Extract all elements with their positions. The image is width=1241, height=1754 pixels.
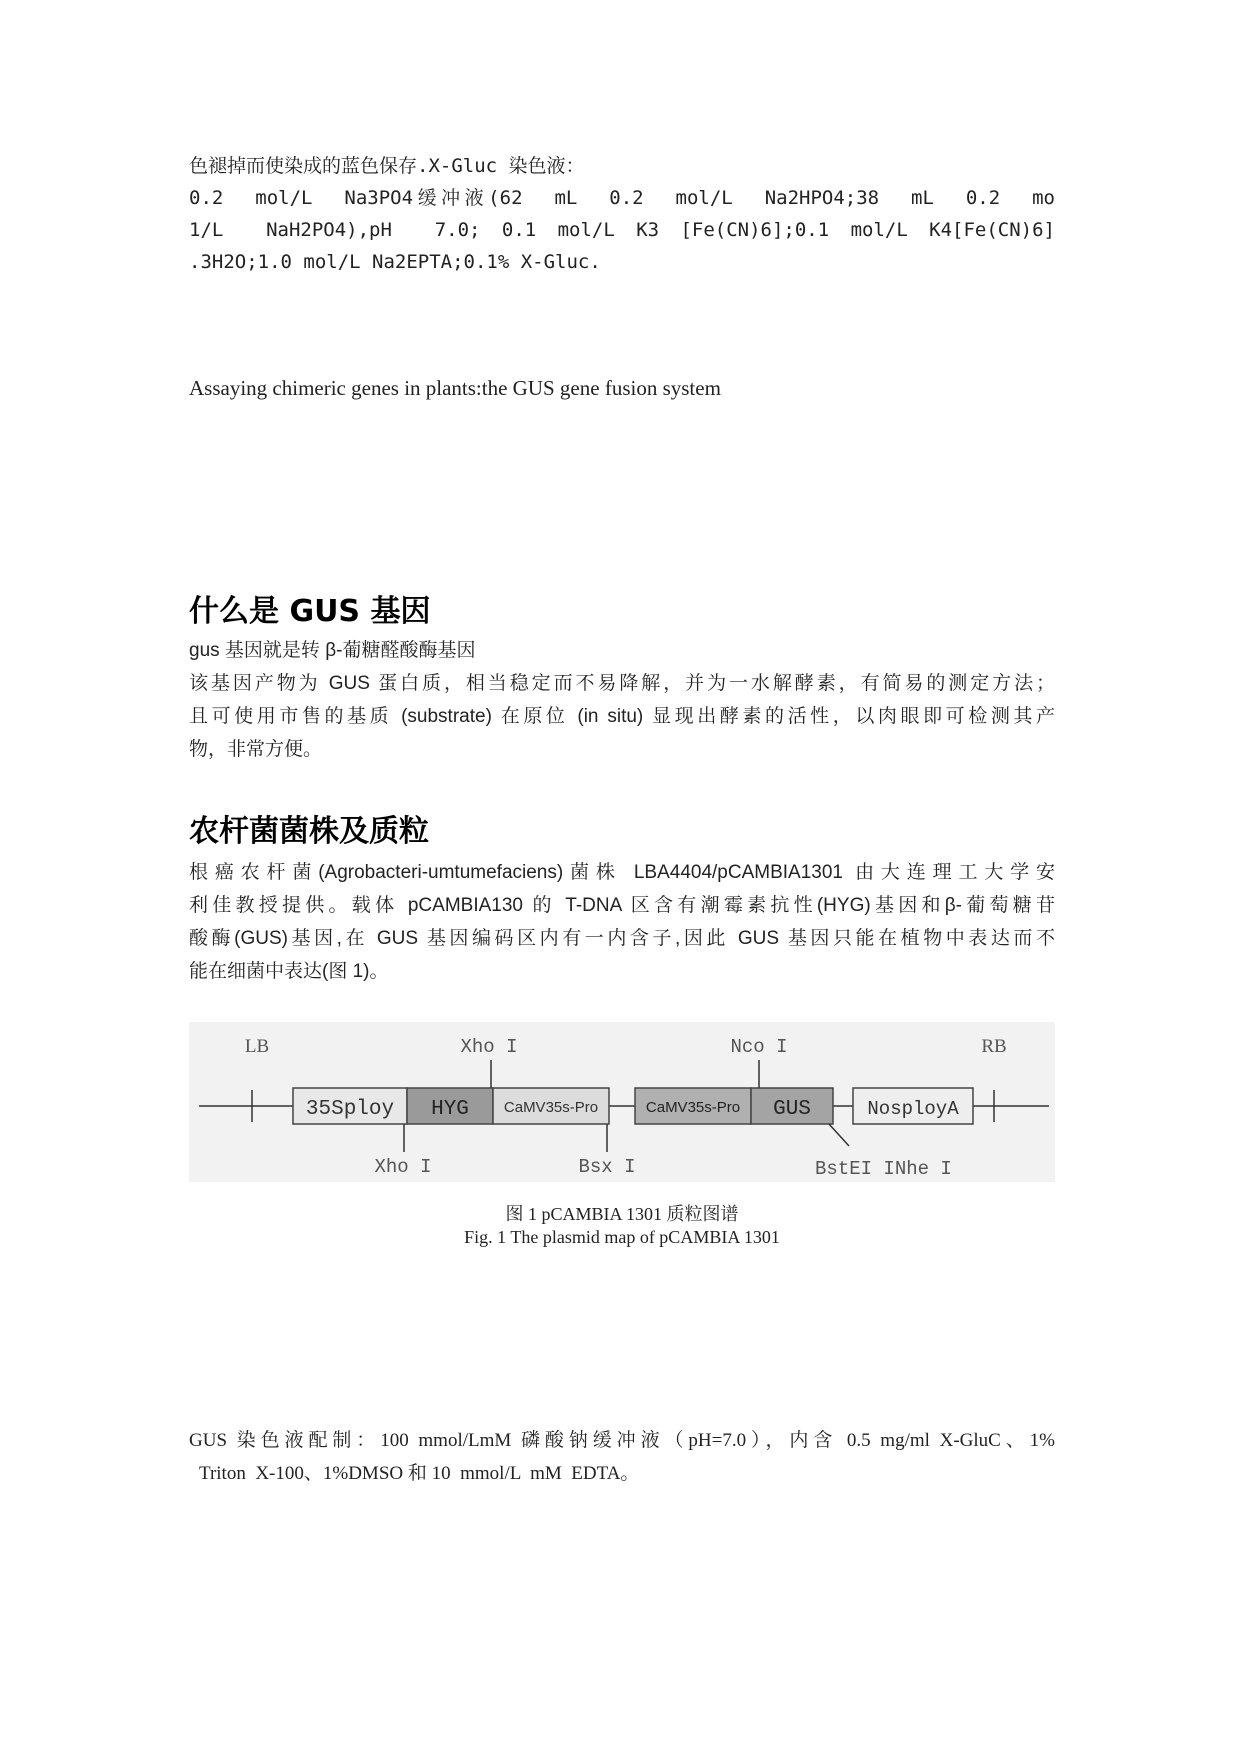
- label-xho-top: Xho I: [460, 1036, 518, 1058]
- strain-line-3: 酸酶(GUS)基因,在 GUS 基因编码区内有一内含子,因此 GUS 基因只能在植物中表达而不: [189, 928, 1055, 949]
- label-bste-nhe: BstEI INhe I: [815, 1158, 952, 1180]
- xgluc-line-3: 1/L NaH2PO4),pH 7.0; 0.1 mol/L K3 [Fe(CN)6];0.1 mol/L K4[Fe(CN)6]: [189, 219, 1055, 241]
- box-label-gus: GUS: [773, 1098, 811, 1121]
- box-label-35sploy: 35Sploy: [305, 1098, 395, 1121]
- xgluc-line-2: 0.2 mol/L Na3PO4缓冲液(62 mL 0.2 mol/L Na2HPO4;38 mL 0.2 mo: [189, 187, 1055, 209]
- box-label-camv2: CaMV35s-Pro: [645, 1099, 741, 1116]
- strain-line-2: 利佳教授提供。载体 pCAMBIA130 的 T-DNA 区含有潮霉素抗性(HYG)基因和β-葡萄糖苷: [189, 895, 1055, 916]
- figure-caption-cn: 图 1 pCAMBIA 1301 质粒图谱: [505, 1204, 739, 1224]
- gus-line-3: 且可使用市售的基质 (substrate) 在原位 (in situ) 显现出酵素的活性，以肉眼即可检测其产: [189, 706, 1055, 727]
- gus-line-1: gus 基因就是转 β-葡糖醛酸酶基因: [189, 640, 476, 661]
- box-label-nosploya: NosployA: [867, 1098, 959, 1120]
- label-nco: Nco I: [730, 1036, 788, 1058]
- strain-line-4: 能在细菌中表达(图 1)。: [189, 961, 389, 982]
- label-lb: LB: [244, 1036, 270, 1057]
- box-label-hyg: HYG: [431, 1098, 469, 1121]
- section-gus-body: [189, 634, 1055, 766]
- plasmid-map-figure: [189, 1022, 1055, 1182]
- gus-line-4: 物，非常方便。: [189, 739, 323, 760]
- section-heading-strain: 农杆菌菌株及质粒: [189, 814, 429, 849]
- strain-line-1: 根癌农杆菌(Agrobacteri-umtumefaciens)菌株 LBA4404/pCAMBIA1301 由大连理工大学安: [189, 862, 1055, 883]
- label-xho-bottom: Xho I: [374, 1156, 432, 1178]
- label-rb: RB: [981, 1036, 1007, 1057]
- label-bsx: Bsx I: [578, 1156, 636, 1178]
- recipe-line-1: GUS 染色液配制：100 mmol/LmM 磷酸钠缓冲液（pH=7.0），内含 0.5 mg/ml X-GluC、1%: [189, 1430, 1055, 1451]
- section-strain-body: [189, 856, 1055, 988]
- figure-caption-en: Fig. 1 The plasmid map of pCAMBIA 1301: [464, 1227, 780, 1247]
- xgluc-line-1: 色褪掉而使染成的蓝色保存.X-Gluc 染色液：: [189, 155, 585, 177]
- box-label-camv1: CaMV35s-Pro: [503, 1099, 599, 1116]
- staining-recipe: [189, 1424, 1055, 1490]
- recipe-line-2: Triton X-100、1%DMSO 和 10 mmol/L mM EDTA。: [199, 1463, 640, 1484]
- gus-line-2: 该基因产物为 GUS 蛋白质，相当稳定而不易降解，并为一水解酵素，有简易的测定方法；: [189, 673, 1055, 694]
- reference-title: Assaying chimeric genes in plants:the GUS gene fusion system: [189, 376, 721, 400]
- section-heading-gus: 什么是 GUS 基因: [189, 594, 431, 629]
- xgluc-line-4: .3H2O;1.0 mol/L Na2EPTA;0.1% X-Gluc.: [189, 251, 601, 273]
- xgluc-solution-block: [189, 150, 1055, 278]
